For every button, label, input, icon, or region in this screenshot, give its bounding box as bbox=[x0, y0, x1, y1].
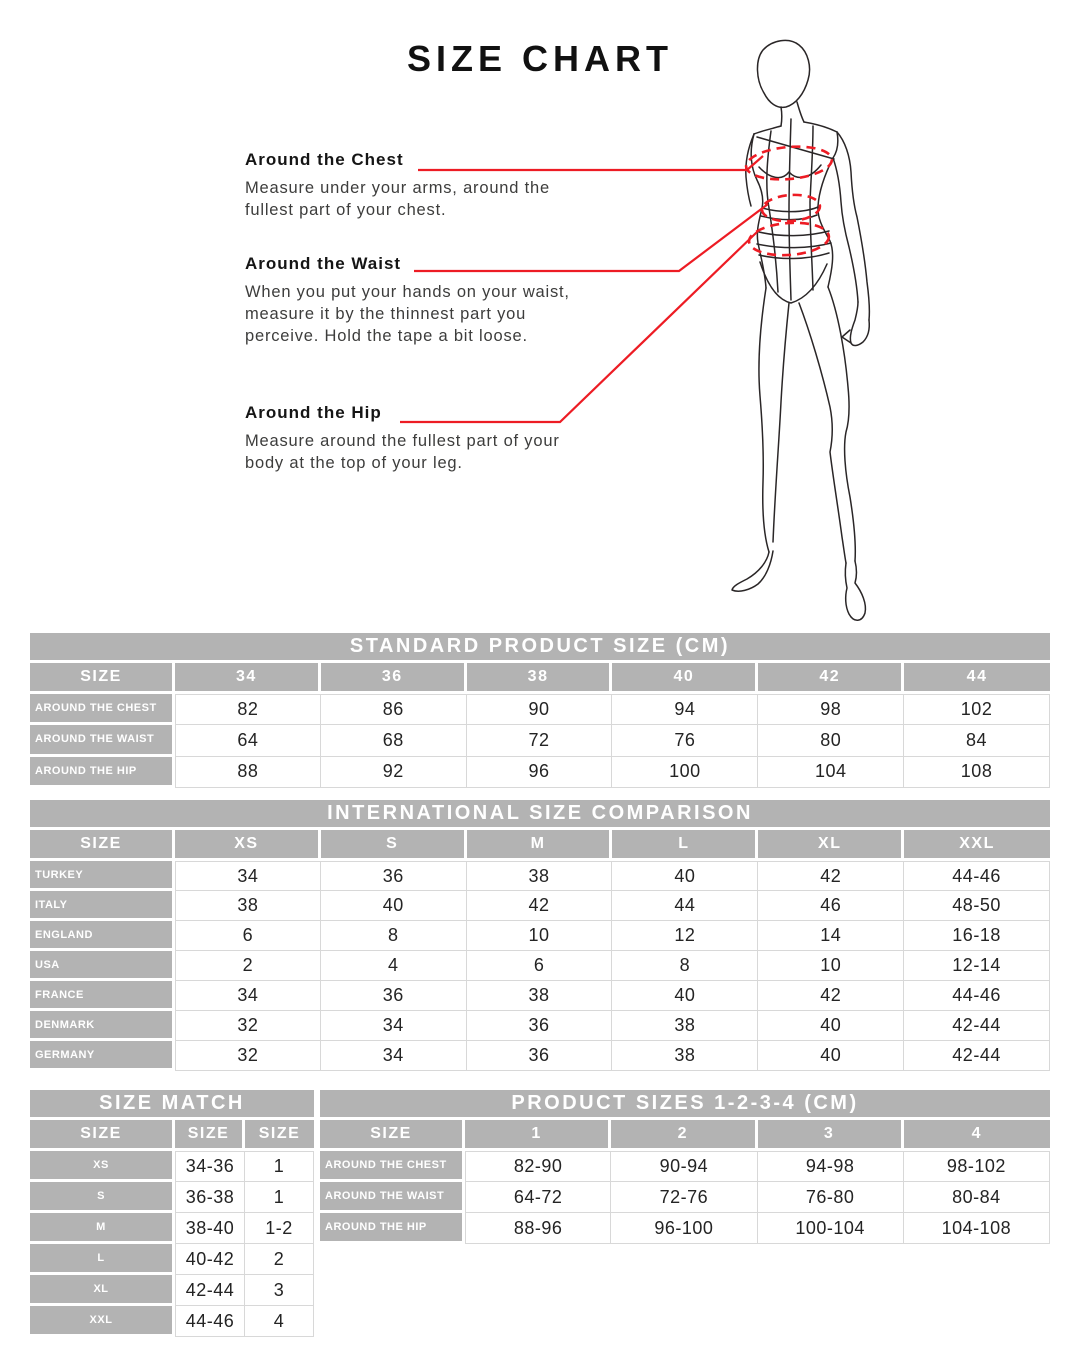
column-header: XXL bbox=[904, 830, 1050, 861]
annotation-text-line: body at the top of your leg. bbox=[245, 454, 463, 472]
table-cell: 72-76 bbox=[611, 1182, 757, 1213]
annotation-text-line: measure it by the thinnest part you bbox=[245, 305, 527, 323]
table-cell: 84 bbox=[904, 725, 1050, 756]
column-header: 44 bbox=[904, 663, 1050, 694]
table-cell: 42 bbox=[758, 861, 904, 891]
table-cell: 64 bbox=[175, 725, 321, 756]
table-cell: 34 bbox=[175, 981, 321, 1011]
table-cell: 1 bbox=[245, 1151, 314, 1182]
table-cell: 94-98 bbox=[758, 1151, 904, 1182]
croquis-outline bbox=[732, 40, 869, 620]
table-cell: 40 bbox=[758, 1041, 904, 1071]
row-label: XS bbox=[30, 1151, 175, 1182]
table-cell: 12-14 bbox=[904, 951, 1050, 981]
row-label: AROUND THE HIP bbox=[320, 1213, 465, 1244]
table-cell: 38 bbox=[612, 1041, 758, 1071]
table-cell: 92 bbox=[321, 757, 467, 788]
row-label: XL bbox=[30, 1275, 175, 1306]
table-cell: 2 bbox=[245, 1244, 314, 1275]
row-label: AROUND THE HIP bbox=[30, 757, 175, 788]
table-cell: 40 bbox=[612, 981, 758, 1011]
table-cell: 76 bbox=[612, 725, 758, 756]
table-cell: 76-80 bbox=[758, 1182, 904, 1213]
annotation-text-line: fullest part of your chest. bbox=[245, 201, 447, 219]
table-cell: 46 bbox=[758, 891, 904, 921]
column-header: 3 bbox=[758, 1120, 904, 1151]
table-cell: 98-102 bbox=[904, 1151, 1050, 1182]
row-label: M bbox=[30, 1213, 175, 1244]
table-grid bbox=[30, 830, 1050, 1071]
column-header: XL bbox=[758, 830, 904, 861]
table-cell: 44-46 bbox=[904, 981, 1050, 1011]
table-cell: 90 bbox=[467, 694, 613, 725]
table-cell: 42-44 bbox=[175, 1275, 245, 1306]
annotation-text-line: When you put your hands on your waist, bbox=[245, 283, 570, 301]
column-header: SIZE bbox=[30, 830, 175, 861]
table-cell: 100-104 bbox=[758, 1213, 904, 1244]
table-cell: 82 bbox=[175, 694, 321, 725]
table-cell: 104-108 bbox=[904, 1213, 1050, 1244]
row-label: USA bbox=[30, 951, 175, 981]
table-cell: 40 bbox=[612, 861, 758, 891]
annotation-text-line: Measure under your arms, around the bbox=[245, 179, 550, 197]
table-cell: 36 bbox=[467, 1011, 613, 1041]
table-cell: 12 bbox=[612, 921, 758, 951]
table-cell: 36-38 bbox=[175, 1182, 245, 1213]
row-label: TURKEY bbox=[30, 861, 175, 891]
table-cell: 14 bbox=[758, 921, 904, 951]
column-header: SIZE bbox=[245, 1120, 314, 1151]
annotation-text-line: Measure around the fullest part of your bbox=[245, 432, 560, 450]
column-header: 1 bbox=[465, 1120, 611, 1151]
row-label: AROUND THE WAIST bbox=[320, 1182, 465, 1213]
row-label: DENMARK bbox=[30, 1011, 175, 1041]
table-cell: 8 bbox=[321, 921, 467, 951]
page-title: SIZE CHART bbox=[407, 38, 673, 79]
table-cell: 1 bbox=[245, 1182, 314, 1213]
column-header: SIZE bbox=[30, 1120, 175, 1151]
table-cell: 44 bbox=[612, 891, 758, 921]
table-cell: 2 bbox=[175, 951, 321, 981]
row-label: S bbox=[30, 1182, 175, 1213]
table-cell: 104 bbox=[758, 757, 904, 788]
table-cell: 38 bbox=[467, 981, 613, 1011]
table-cell: 68 bbox=[321, 725, 467, 756]
column-header: S bbox=[321, 830, 467, 861]
table-cell: 108 bbox=[904, 757, 1050, 788]
annotation-title: Around the Chest bbox=[245, 150, 404, 169]
table-cell: 4 bbox=[245, 1306, 314, 1337]
table-cell: 44-46 bbox=[904, 861, 1050, 891]
annotation-chest bbox=[245, 150, 550, 221]
table-cell: 38-40 bbox=[175, 1213, 245, 1244]
annotation-waist bbox=[245, 254, 570, 347]
table-cell: 102 bbox=[904, 694, 1050, 725]
table-cell: 1-2 bbox=[245, 1213, 314, 1244]
table-cell: 34 bbox=[321, 1011, 467, 1041]
column-header: 42 bbox=[758, 663, 904, 694]
table-cell: 32 bbox=[175, 1041, 321, 1071]
table-cell: 44-46 bbox=[175, 1306, 245, 1337]
table-cell: 94 bbox=[612, 694, 758, 725]
table-cell: 36 bbox=[321, 861, 467, 891]
table-cell: 8 bbox=[612, 951, 758, 981]
column-header: XS bbox=[175, 830, 321, 861]
annotation-text-line: perceive. Hold the tape a bit loose. bbox=[245, 327, 528, 345]
table-cell: 86 bbox=[321, 694, 467, 725]
row-label: GERMANY bbox=[30, 1041, 175, 1071]
row-label: L bbox=[30, 1244, 175, 1275]
table-grid bbox=[30, 663, 1050, 788]
table-cell: 34 bbox=[175, 861, 321, 891]
column-header: 36 bbox=[321, 663, 467, 694]
table-cell: 90-94 bbox=[611, 1151, 757, 1182]
table-cell: 80 bbox=[758, 725, 904, 756]
table-cell: 100 bbox=[612, 757, 758, 788]
column-header: L bbox=[612, 830, 758, 861]
table-cell: 40-42 bbox=[175, 1244, 245, 1275]
table-cell: 38 bbox=[175, 891, 321, 921]
column-header: 2 bbox=[611, 1120, 757, 1151]
waist-measure-ellipse bbox=[761, 193, 821, 223]
column-header: 34 bbox=[175, 663, 321, 694]
table-title: STANDARD PRODUCT SIZE (CM) bbox=[30, 633, 1050, 660]
column-header: SIZE bbox=[175, 1120, 245, 1151]
table-cell: 82-90 bbox=[465, 1151, 611, 1182]
table-cell: 88-96 bbox=[465, 1213, 611, 1244]
standard-product-size-table bbox=[30, 633, 1050, 788]
size-match-table bbox=[30, 1090, 314, 1337]
table-cell: 96-100 bbox=[611, 1213, 757, 1244]
table-cell: 42-44 bbox=[904, 1011, 1050, 1041]
table-cell: 34-36 bbox=[175, 1151, 245, 1182]
table-cell: 10 bbox=[467, 921, 613, 951]
hip-measure-ellipse bbox=[748, 220, 830, 258]
table-cell: 98 bbox=[758, 694, 904, 725]
annotation-hip bbox=[245, 403, 560, 474]
table-cell: 4 bbox=[321, 951, 467, 981]
row-label: AROUND THE WAIST bbox=[30, 725, 175, 756]
table-cell: 32 bbox=[175, 1011, 321, 1041]
chest-measure-ellipse bbox=[745, 143, 833, 182]
column-header: 38 bbox=[467, 663, 613, 694]
table-cell: 16-18 bbox=[904, 921, 1050, 951]
row-label: ITALY bbox=[30, 891, 175, 921]
table-cell: 34 bbox=[321, 1041, 467, 1071]
annotation-title: Around the Hip bbox=[245, 403, 382, 422]
table-cell: 42 bbox=[758, 981, 904, 1011]
table-cell: 40 bbox=[758, 1011, 904, 1041]
table-grid bbox=[320, 1120, 1050, 1244]
table-cell: 72 bbox=[467, 725, 613, 756]
table-cell: 36 bbox=[467, 1041, 613, 1071]
column-header: SIZE bbox=[30, 663, 175, 694]
table-cell: 48-50 bbox=[904, 891, 1050, 921]
column-header: SIZE bbox=[320, 1120, 465, 1151]
table-cell: 96 bbox=[467, 757, 613, 788]
table-cell: 10 bbox=[758, 951, 904, 981]
row-label: AROUND THE CHEST bbox=[30, 694, 175, 725]
column-header: M bbox=[467, 830, 613, 861]
table-cell: 64-72 bbox=[465, 1182, 611, 1213]
table-cell: 40 bbox=[321, 891, 467, 921]
table-cell: 88 bbox=[175, 757, 321, 788]
table-grid bbox=[30, 1120, 314, 1337]
table-cell: 42-44 bbox=[904, 1041, 1050, 1071]
row-label: AROUND THE CHEST bbox=[320, 1151, 465, 1182]
table-cell: 80-84 bbox=[904, 1182, 1050, 1213]
table-cell: 6 bbox=[175, 921, 321, 951]
table-title: PRODUCT SIZES 1-2-3-4 (CM) bbox=[320, 1090, 1050, 1117]
row-label: XXL bbox=[30, 1306, 175, 1337]
annotation-title: Around the Waist bbox=[245, 254, 402, 273]
table-title: SIZE MATCH bbox=[30, 1090, 314, 1117]
table-title: INTERNATIONAL SIZE COMPARISON bbox=[30, 800, 1050, 827]
table-cell: 36 bbox=[321, 981, 467, 1011]
table-cell: 38 bbox=[467, 861, 613, 891]
table-cell: 42 bbox=[467, 891, 613, 921]
table-cell: 6 bbox=[467, 951, 613, 981]
row-label: FRANCE bbox=[30, 981, 175, 1011]
column-header: 40 bbox=[612, 663, 758, 694]
product-sizes-table bbox=[320, 1090, 1050, 1244]
international-size-comparison-table bbox=[30, 800, 1050, 1071]
row-label: ENGLAND bbox=[30, 921, 175, 951]
column-header: 4 bbox=[904, 1120, 1050, 1151]
table-cell: 38 bbox=[612, 1011, 758, 1041]
table-cell: 3 bbox=[245, 1275, 314, 1306]
